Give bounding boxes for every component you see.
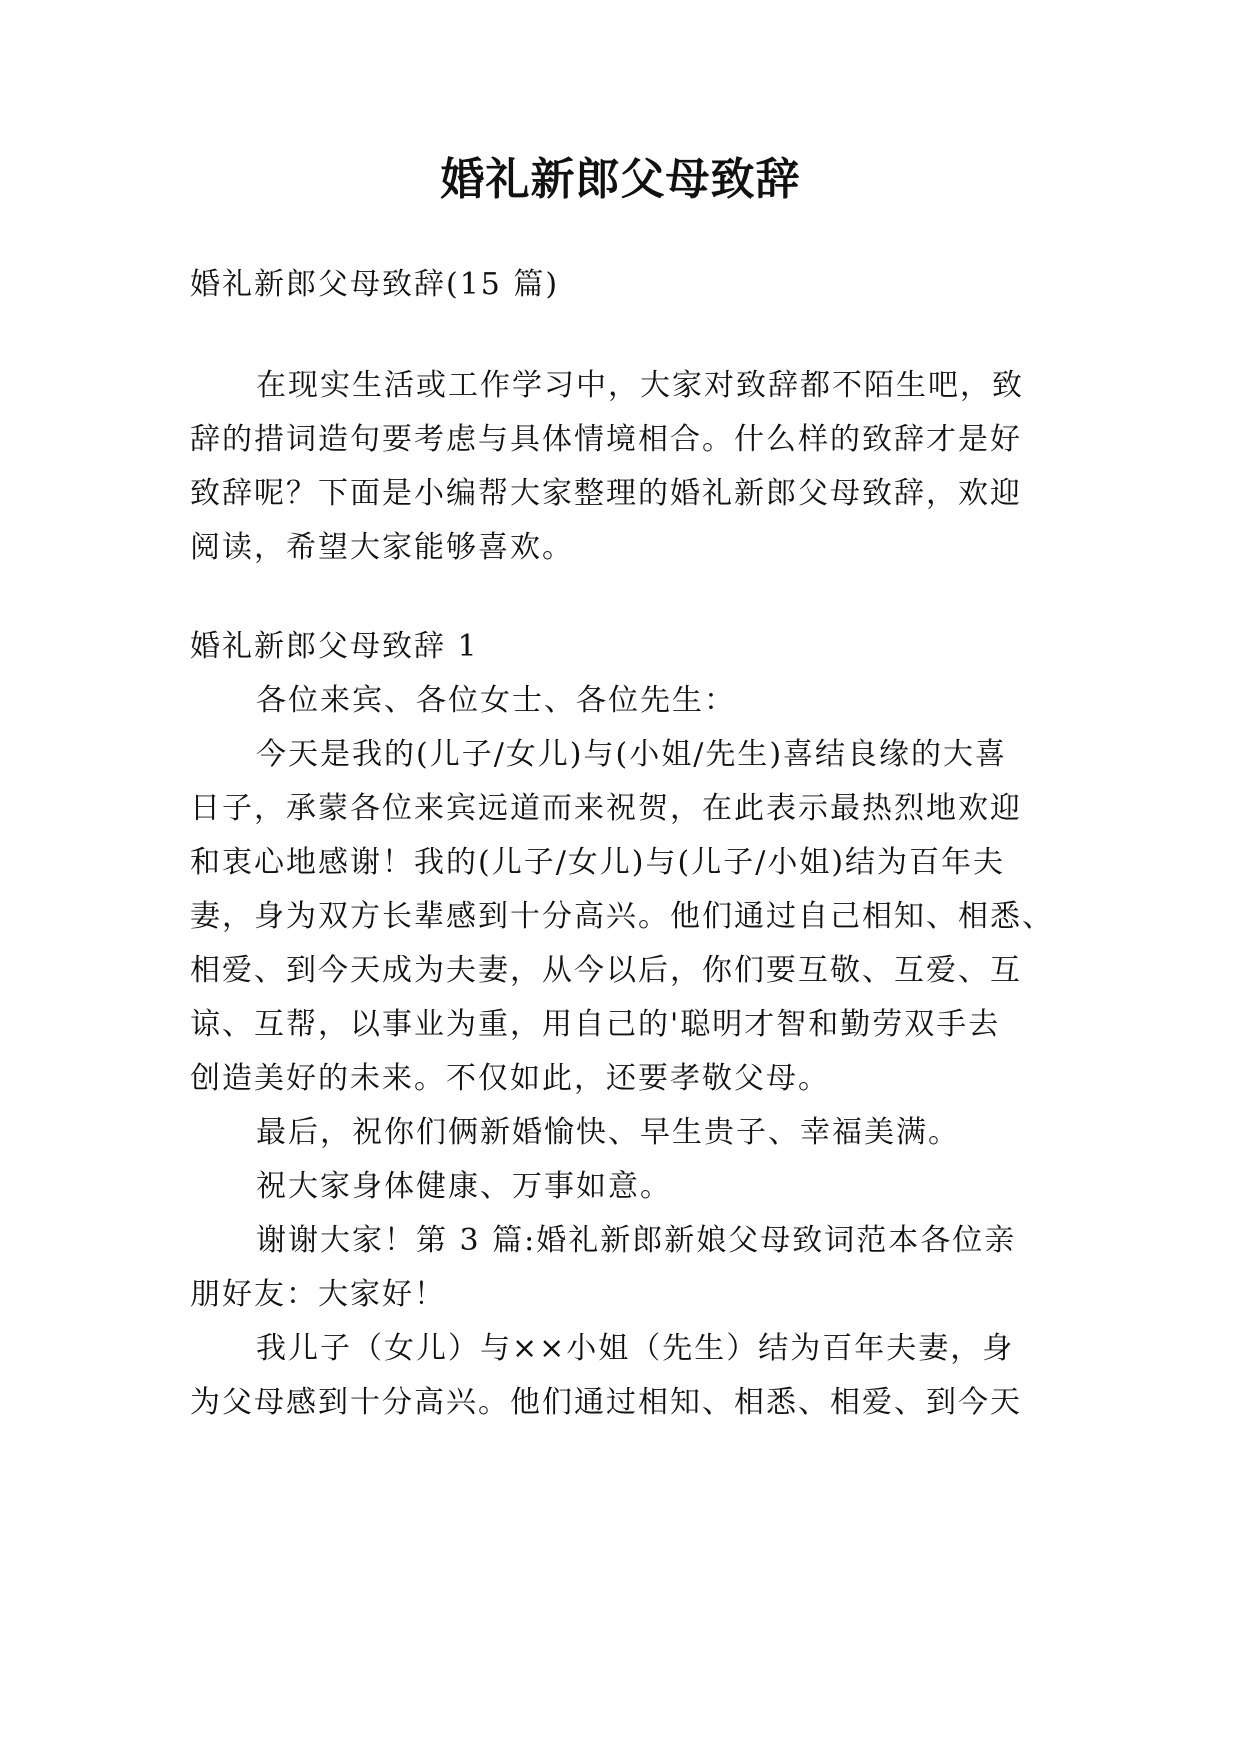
document-title: 婚礼新郎父母致辞 xyxy=(440,154,801,205)
body-line-13: 我儿子（女儿）与××小姐（先生）结为百年夫妻，身 xyxy=(256,1331,1015,1366)
intro-line-1: 在现实生活或工作学习中，大家对致辞都不陌生吧，致 xyxy=(256,368,1024,403)
body-line-14: 为父母感到十分高兴。他们通过相知、相悉、相爱、到今天 xyxy=(190,1385,1022,1420)
body-line-8: 创造美好的未来。不仅如此，还要孝敬父母。 xyxy=(190,1061,830,1096)
intro-line-2: 辞的措词造句要考虑与具体情境相合。什么样的致辞才是好 xyxy=(190,422,1022,457)
intro-line-4: 阅读，希望大家能够喜欢。 xyxy=(190,530,574,565)
section-heading: 婚礼新郎父母致辞 1 xyxy=(190,629,479,664)
body-line-4: 和衷心地感谢！我的(儿子/女儿)与(儿子/小姐)结为百年夫 xyxy=(190,845,1006,880)
body-line-10: 祝大家身体健康、万事如意。 xyxy=(256,1169,672,1204)
intro-line-3: 致辞呢？下面是小编帮大家整理的婚礼新郎父母致辞，欢迎 xyxy=(190,476,1022,511)
body-line-11: 谢谢大家！第 3 篇:婚礼新郎新娘父母致词范本各位亲 xyxy=(256,1223,1017,1258)
body-line-1: 各位来宾、各位女士、各位先生： xyxy=(256,683,736,718)
body-line-2: 今天是我的(儿子/女儿)与(小姐/先生)喜结良缘的大喜 xyxy=(256,737,1008,772)
body-line-6: 相爱、到今天成为夫妻，从今以后，你们要互敬、互爱、互 xyxy=(190,953,1022,988)
body-line-12: 朋好友：大家好！ xyxy=(190,1277,446,1312)
document-subtitle: 婚礼新郎父母致辞(15 篇) xyxy=(190,267,560,302)
body-line-5: 妻，身为双方长辈感到十分高兴。他们通过自己相知、相悉、 xyxy=(190,899,1054,934)
body-line-9: 最后，祝你们俩新婚愉快、早生贵子、幸福美满。 xyxy=(256,1115,960,1150)
body-line-3: 日子，承蒙各位来宾远道而来祝贺，在此表示最热烈地欢迎 xyxy=(190,791,1022,826)
body-line-7: 谅、互帮，以事业为重，用自己的'聪明才智和勤劳双手去 xyxy=(190,1007,1001,1042)
